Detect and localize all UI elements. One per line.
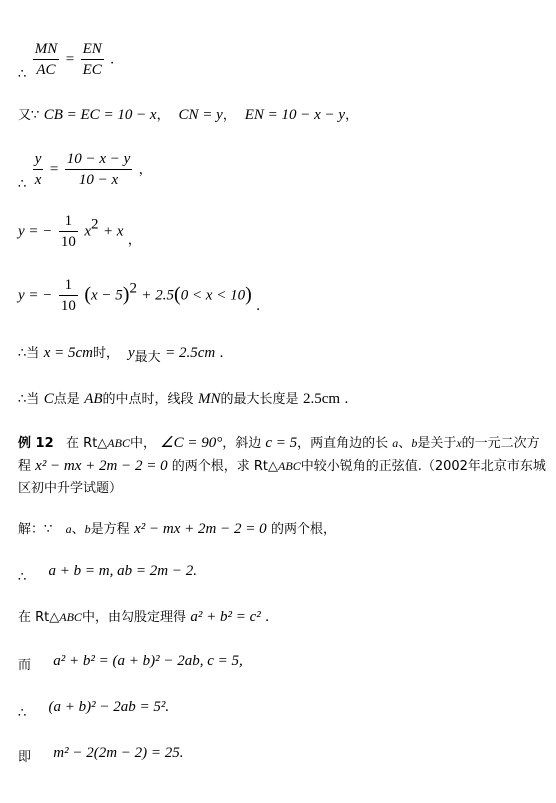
fraction-mn-ac: $\frac{MN}{AC}$ [34,41,58,78]
equation-line-4: y = − $\frac{1}{10}$ $x^2 + x$ ， [18,213,141,250]
fraction-1-10: $\frac{1}{10}$ [60,213,76,250]
equation-line-12: 而 a² + b² = (a + b)² − 2ab, c = 5, [18,653,243,673]
fraction-y-x: $\frac{y}{x}$ [34,151,42,188]
equation-line-10: ∴ a + b = m, ab = 2m − 2. [18,563,197,585]
equation-line-14: 即 m² − 2(2m − 2) = 25. [18,745,184,765]
therefore-symbol: ∴ [18,66,27,82]
fraction-1-10-b: $\frac{1}{10}$ [60,277,76,314]
equation-line-1: ∴ $\frac{MN}{AC}$ = $\frac{EN}{EC}$ . [18,41,114,82]
equation-line-6: ∴当 x = 5cm时， $y_{最大} = 2.5cm$ . [18,345,224,365]
example-12-paragraph: 例 12 在 Rt△ABC中， ∠C = 90°，斜边 c = 5，两直角边的长 a、b是关于x的一元二次方程 x² − mx + 2m − 2 = 0 的两个根，求 Rt△ABC中较小锐角的正弦值.（2002年北京市东城区初中升学试题） [18,435,546,496]
equation-line-11: 在 Rt△ABC中，由勾股定理得 a² + b² = c² . [18,609,270,625]
example-label: 例 12 [18,436,54,451]
equation-line-2: 又∵ CB = EC = 10 − x， CN = y， EN = 10 − x − y， [18,107,359,123]
equation-line-13: ∴ (a + b)² − 2ab = 5². [18,699,170,721]
fraction-10xy-10x: $\frac{10 - x - y}{10 - x}$ [66,151,131,188]
solution-line-1: 解：∵ a、b是方程 x² − mx + 2m − 2 = 0 的两个根， [18,521,337,537]
fraction-en-ec: $\frac{EN}{EC}$ [82,41,102,78]
equation-line-3: ∴ $\frac{y}{x}$ = $\frac{10 - x - y}{10 - x}$ ， [18,151,152,192]
equation-line-7: ∴当 C点是 AB的中点时，线段 MN的最大长度是 2.5cm . [18,391,349,407]
equation-line-5: y = − $\frac{1}{10}$ $(x - 5)^2 + 2.5(0 < x < 10)$ . [18,277,260,314]
